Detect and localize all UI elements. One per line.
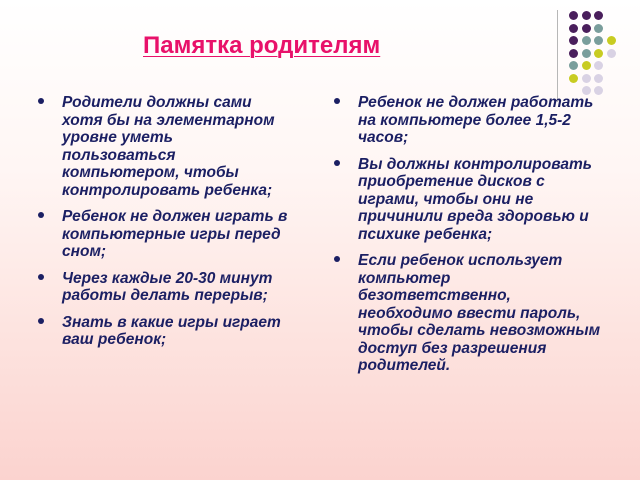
bullet-icon — [38, 98, 44, 104]
left-bullet-list — [38, 94, 290, 358]
bullet-icon — [334, 98, 340, 104]
bullet-icon — [38, 274, 44, 280]
decorative-dot — [582, 49, 591, 58]
decorative-dot — [582, 36, 591, 45]
decorative-dot — [594, 36, 603, 45]
decorative-dot — [569, 36, 578, 45]
list-item-text: Ребенок не должен играть в компьютерные игры перед сном; — [62, 208, 288, 260]
decorative-dot — [594, 24, 603, 33]
decorative-dot — [594, 49, 603, 58]
decorative-dot — [569, 61, 578, 70]
decorative-dot — [569, 24, 578, 33]
decorative-dot — [607, 36, 616, 45]
page-title: Памятка родителям — [143, 32, 381, 59]
bullet-icon — [334, 256, 340, 262]
decorative-dot — [594, 61, 603, 70]
list-item-text: Если ребенок использует компьютер безответственно, необходимо ввести пароль, чтобы сделать невозможным доступ без разрешения родителей. — [358, 252, 601, 374]
right-bullet-list — [334, 94, 606, 384]
list-item-text: Через каждые 20-30 минут работы делать перерыв; — [62, 269, 273, 304]
list-item-text: Ребенок не должен работать на компьютере более 1,5-2 часов; — [358, 94, 594, 146]
list-item-text: Вы должны контролировать приобретение дисков с играми, чтобы они не причинили вреда здоровью и психике ребенка; — [358, 155, 592, 243]
list-item — [38, 94, 290, 199]
decorative-dot — [582, 74, 591, 83]
decorative-dot — [594, 11, 603, 20]
bullet-icon — [334, 160, 340, 166]
decorative-dot — [569, 49, 578, 58]
list-item-text: Родители должны сами хотя бы на элементарном уровне уметь пользоваться компьютером, чтобы контролировать ребенка; — [62, 94, 275, 199]
list-item-text: Знать в какие игры играет ваш ребенок; — [62, 313, 281, 348]
list-item — [38, 208, 290, 261]
list-item — [38, 270, 290, 305]
decorative-dot — [594, 74, 603, 83]
list-item — [38, 314, 290, 349]
decorative-dot — [569, 11, 578, 20]
decorative-dot — [582, 61, 591, 70]
list-item — [334, 94, 606, 147]
decorative-dot — [569, 74, 578, 83]
decorative-dot — [582, 24, 591, 33]
decorative-dot — [582, 11, 591, 20]
bullet-icon — [38, 212, 44, 218]
bullet-icon — [38, 318, 44, 324]
decorative-dot — [607, 49, 616, 58]
list-item — [334, 252, 606, 375]
list-item — [334, 156, 606, 244]
